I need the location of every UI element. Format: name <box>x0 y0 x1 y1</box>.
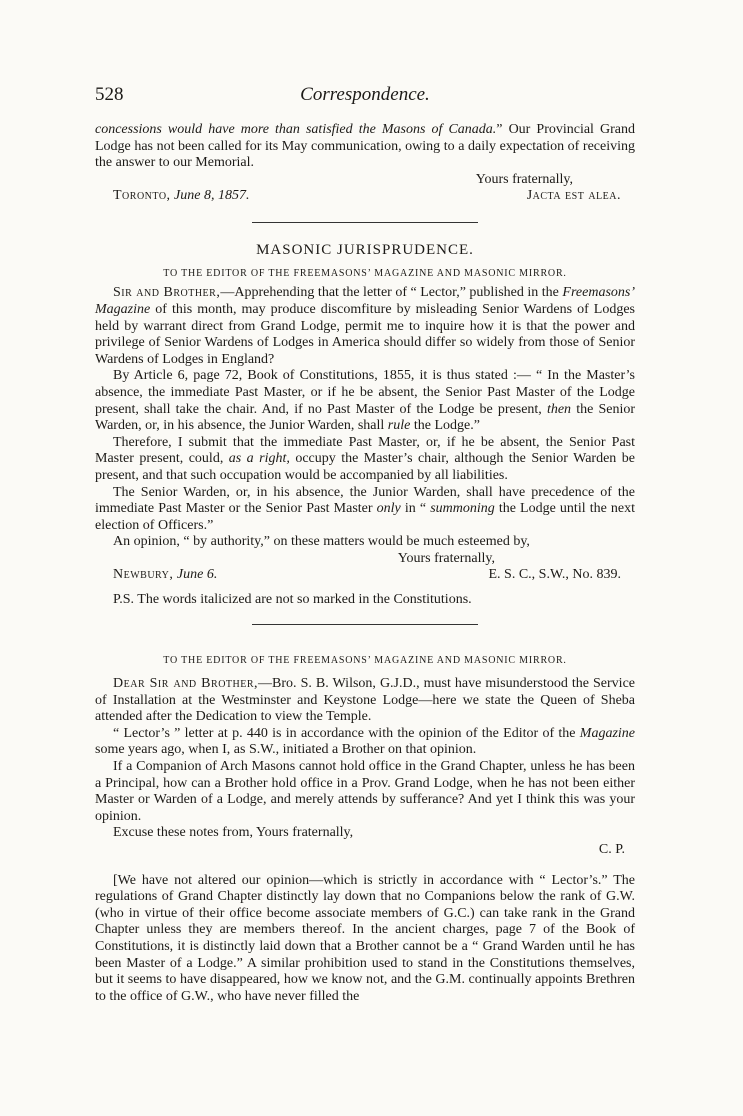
letter-cp <box>95 676 635 859</box>
postscript: P.S. The words italicized are not so marked in the Constitutions. <box>113 592 472 608</box>
text: the Lodge.” <box>410 418 480 434</box>
text: of this month, may produce discomfiture by misleading Senior Wardens of Lodges held by warrant direct from Grand Lodge, permit me to inquire how it is that the power and privilege of Senior Wardens of Lodges in America should differ so widely from those of Senior Wardens of Lodges in England? <box>95 301 635 367</box>
date: June 8, 1857. <box>174 188 250 204</box>
paragraph: [We have not altered our opinion—which is strictly in accordance with “ Lector’s.” The regulations of Grand Chapter distinctly lay down that no Companions below the rank of G.W. (who in virtue of their office become associate members of G.C.) can take rank in the Grand Chapter unless they are members thereof. In the ancient charges, page 7 of the Book of Constitutions, it is distinctly laid down that a Brother cannot be a “ Grand Warden until he has been Master of a Lodge.” A similar prohibition used to stand in the Constitutions themselves, but it seems to have disappeared, how we know not, and the G.M. continually appoints Brethren to the office of G.W., who have never filled the <box>95 872 635 1004</box>
date: June 6. <box>176 567 218 583</box>
text: Therefore, I submit that the immediate Past Master, or, if he be absent, the Senior Past Master present, could, <box>95 434 635 467</box>
page-number: 528 <box>95 84 124 105</box>
divider <box>252 222 478 223</box>
text: —Bro. S. B. Wilson, G.J.D., must have misunderstood the Service of Installation at the Westminster and Keystone Lodge—here we state the Queen of Sheba attended after the Dedication to view the Temple. <box>95 676 635 725</box>
paragraph <box>95 485 635 535</box>
to-the-editor: TO THE EDITOR OF THE FREEMASONS’ MAGAZINE AND MASONIC MIRROR. <box>163 268 567 280</box>
article-title: MASONIC JURISPRUDENCE. <box>256 242 474 259</box>
divider <box>252 624 478 625</box>
italic-text: then <box>546 401 572 417</box>
page <box>95 84 635 1005</box>
text: in “ <box>400 501 431 517</box>
letter-toronto <box>95 122 635 205</box>
letter-toronto-signature-row <box>95 188 635 205</box>
text: —Apprehending that the letter of “ Lector,” published in the <box>220 285 563 301</box>
place: Toronto, <box>113 188 171 204</box>
text: the Lodge until the next election of Officers.” <box>95 501 636 533</box>
text: the Senior Warden, or, in his absence, the Junior Warden, shall <box>95 401 636 434</box>
italic-text: summoning <box>430 501 495 517</box>
italic-text: as a right, <box>228 451 290 467</box>
letter-toronto-closing: Yours fraternally, <box>475 171 573 187</box>
letter-toronto-body <box>95 122 635 172</box>
to-the-editor: TO THE EDITOR OF THE FREEMASONS’ MAGAZINE AND MASONIC MIRROR. <box>163 655 567 667</box>
italic-text: only <box>376 501 401 517</box>
paragraph: Excuse these notes from, Yours fraternally, <box>113 825 354 841</box>
signature: C. P. <box>598 842 625 857</box>
italic-text: Magazine <box>579 725 635 741</box>
paragraph <box>95 435 635 485</box>
place: Newbury, <box>113 567 174 583</box>
paragraph <box>95 676 635 726</box>
opening-text: ” Our Provincial Grand Lodge has not been called for its May communication, owing to a daily expectation of receiving the answer to our Memorial. <box>95 122 635 171</box>
paragraph <box>95 285 635 368</box>
opening-italic-text: concessions would have more than satisfied the Masons of Canada. <box>95 122 497 137</box>
paragraph: If a Companion of Arch Masons cannot hold office in the Grand Chapter, unless he has been a Principal, how can a Brother hold office in a Prov. Grand Lodge, when he has not been either Master or Warden of a Lodge, and merely attends by sufferance? And yet I think this was your opinion. <box>95 759 635 824</box>
text: some years ago, when I, as S.W., initiated a Brother on that opinion. <box>95 742 477 758</box>
signature: Jacta est alea. <box>526 188 621 204</box>
paragraph: An opinion, “ by authority,” on these matters would be much esteemed by, <box>113 534 530 550</box>
signature: E. S. C., S.W., No. 839. <box>488 567 621 583</box>
article-body <box>95 285 635 609</box>
article-closing: Yours fraternally, <box>397 550 495 566</box>
page-header <box>95 84 635 110</box>
italic-text: Freemasons’ Magazine <box>95 285 635 317</box>
paragraph <box>95 368 635 434</box>
running-title: Correspondence. <box>300 84 430 105</box>
salutation: Dear Sir and Brother, <box>113 676 259 692</box>
text: The Senior Warden, or, in his absence, the Junior Warden, shall have precedence of the immediate Past Master or the Senior Past Master <box>95 484 635 517</box>
editor-reply <box>95 873 635 1006</box>
place-date <box>113 567 217 583</box>
italic-text: rule <box>387 418 411 434</box>
article-signature-row <box>95 567 635 584</box>
paragraph <box>95 726 635 759</box>
text: By Article 6, page 72, Book of Constitutions, 1855, it is thus stated :— “ In the Master’s absence, the immediate Past Master, or if he be absent, the Senior Past Master of the Lodge present, shall take the chair. And, if no Past Master of the Lodge be present, <box>95 368 635 417</box>
salutation: Sir and Brother, <box>113 285 221 301</box>
text: “ Lector’s ” letter at p. 440 is in accordance with the opinion of the Editor of the <box>113 725 580 741</box>
text: occupy the Master’s chair, although the Senior Warden be present, and that such occupation would be accompanied by all liabilities. <box>95 451 635 483</box>
place-date <box>113 188 249 204</box>
